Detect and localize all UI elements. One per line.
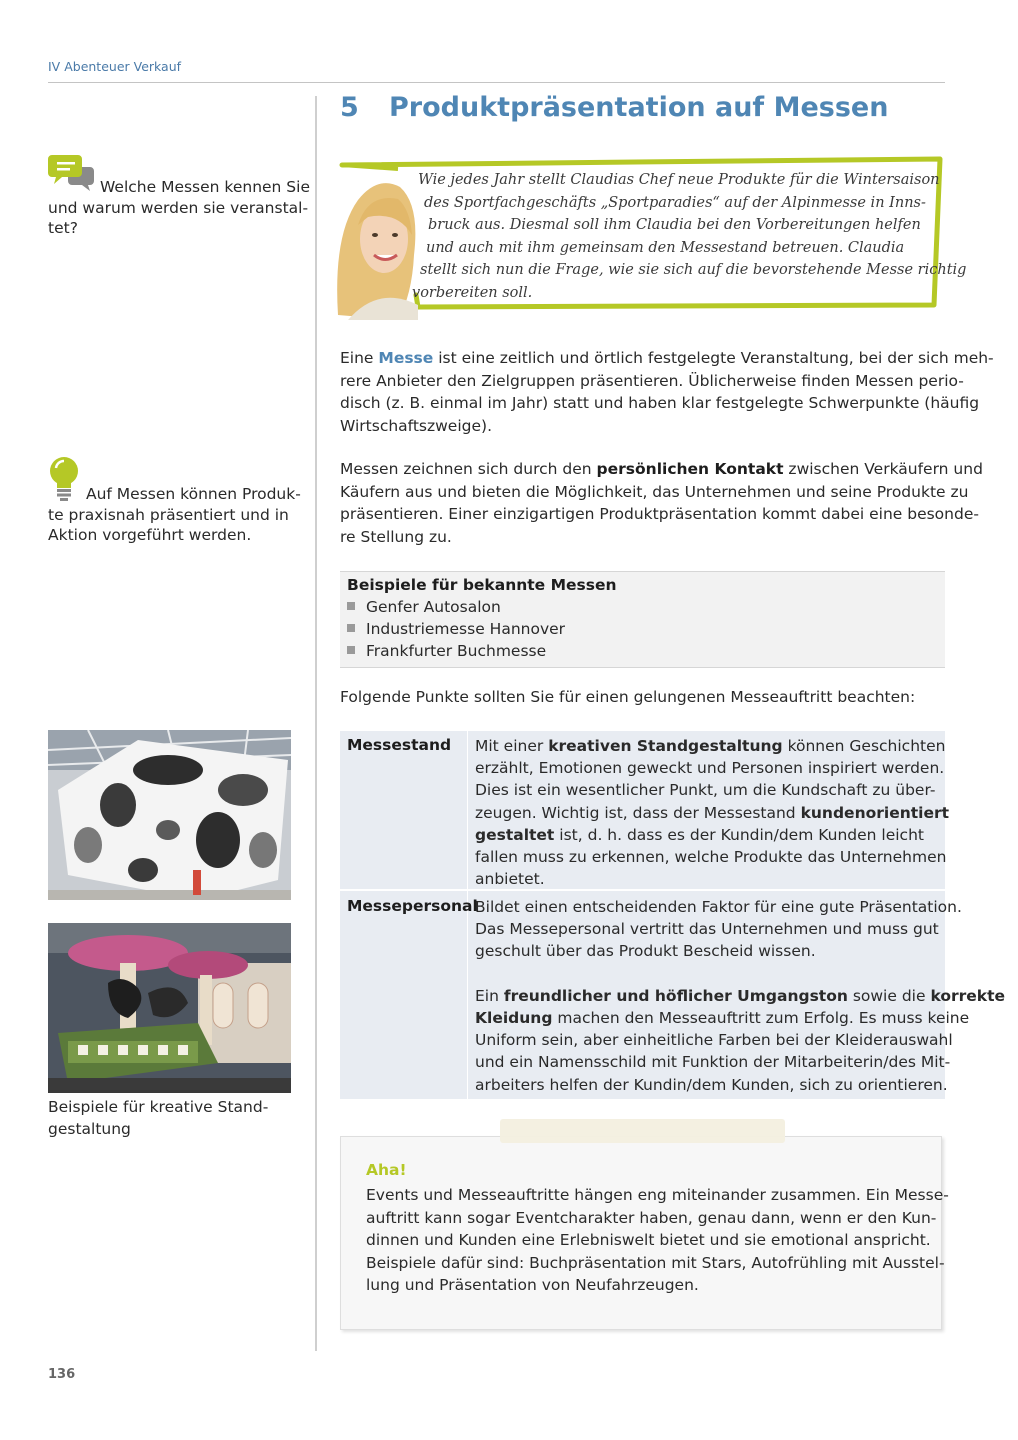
claudia-portrait (328, 165, 418, 320)
trade-fair-stand-photo-1 (48, 730, 291, 900)
points-table (340, 731, 1006, 1099)
chapter-title-text: Produktpräsentation auf Messen (389, 92, 889, 123)
column-divider (315, 96, 317, 1351)
sidebar-question: Welche Messen kennen Sie und warum werden sie veranstal- tet? (48, 178, 310, 237)
story-text: Wie jedes Jahr stellt Claudias Chef neue Produkte für die Wintersaison des Sportfachgeschäfts „Sportparadies“ auf der Alpinmesse in Inns- bruck aus. Diesmal soll ihm Claudia bei den Vorbereitungen helfen und auch mit ihm gemeinsam den Messestand betreuen. Claudia stellt sich nun die Frage, wie sie sich auf die bevorstehende Messe richtig vorbereiten soll. (412, 172, 967, 301)
table-row-head-messestand: Messestand (347, 736, 452, 754)
tape-strip (500, 1119, 785, 1143)
sidebar-tip: Auf Messen können Produk- te praxisnah präsentiert und in Aktion vorgeführt werden. (48, 485, 301, 544)
examples-title: Beispiele für bekannte Messen (347, 576, 617, 594)
intro-paragraph-2: Messen zeichnen sich durch den persönlichen Kontakt zwischen Verkäufern und Käufern aus und bieten die Möglichkeit, das Unternehmen und seine Produkte zu präsentieren. Einer einzigartigen Produktpräsentation kommt dabei eine besonde- re Stellung zu. (340, 460, 983, 546)
bullet-square-icon (347, 646, 355, 654)
table-row-text-messepersonal: Bildet einen entscheidenden Faktor für eine gute Präsentation. Das Messepersonal vertritt das Unternehmen und muss gut geschult über das Produkt Bescheid wissen. Ein freundlicher und höflicher Umgangston sowie die korrekte Kleidung machen den Messeauftritt zum Erfolg. Es muss keine Uniform sein, aber einheitliche Farben bei der Kleiderauswahl und ein Namensschild mit Funktion der Mitarbeiterin/des Mit- arbeiters helfen der Kundin/dem Kunden, sich zu orientieren. (475, 898, 1006, 1094)
story-box (328, 155, 967, 320)
photo-caption: Beispiele für kreative Stand- gestaltung (48, 1098, 269, 1138)
points-intro: Folgende Punkte sollten Sie für einen gelungenen Messeauftritt beachten: (340, 688, 916, 706)
page-number: 136 (48, 1367, 76, 1382)
bullet-square-icon (347, 624, 355, 632)
chapter-number: 5 (340, 92, 359, 123)
intro-paragraph-1: Eine Messe ist eine zeitlich und örtlich festgelegte Veranstaltung, bei der sich meh- rere Anbieter den Zielgruppen präsentieren. Üblicherweise finden Messen perio- disch (z. B. einmal im Jahr) statt und haben klar festgelegte Schwerpunkte (häufig Wirtschaftszweige). (340, 349, 994, 435)
examples-box (340, 571, 945, 668)
running-header: IV Abenteuer Verkauf (48, 59, 182, 74)
chapter-title (340, 92, 888, 123)
bullet-square-icon (347, 602, 355, 610)
list-item: Industriemesse Hannover (347, 620, 565, 638)
term-messe: Messe (378, 349, 434, 367)
list-item: Frankfurter Buchmesse (347, 642, 546, 660)
aha-text: Events und Messeauftritte hängen eng miteinander zusammen. Ein Messe- auftritt kann sogar Eventcharakter haben, genau dann, wenn er den Kun- dinnen und Kunden eine Erlebniswelt bietet und sie emotional anspricht. Beispiele dafür sind: Buchpräsentation mit Stars, Autofrühling mit Ausstel- lung und Präsentation von Neufahrzeugen. (366, 1186, 949, 1294)
table-row-head-messepersonal: Messepersonal (347, 897, 478, 915)
header-rule (48, 82, 945, 83)
trade-fair-stand-photo-2 (48, 923, 291, 1093)
aha-title: Aha! (366, 1161, 407, 1179)
table-row-text-messestand: Mit einer kreativen Standgestaltung können Geschichten erzählt, Emotionen geweckt und Personen inspiriert werden. Dies ist ein wesentlicher Punkt, um die Kundschaft zu über- zeugen. Wichtig ist, dass der Messestand kundenorientiert gestaltet ist, d. h. dass es der Kundin/dem Kunden leicht fallen muss zu erkennen, welche Produkte das Unternehmen anbietet. (475, 737, 950, 889)
list-item: Genfer Autosalon (347, 598, 501, 616)
aha-box (340, 1136, 949, 1330)
